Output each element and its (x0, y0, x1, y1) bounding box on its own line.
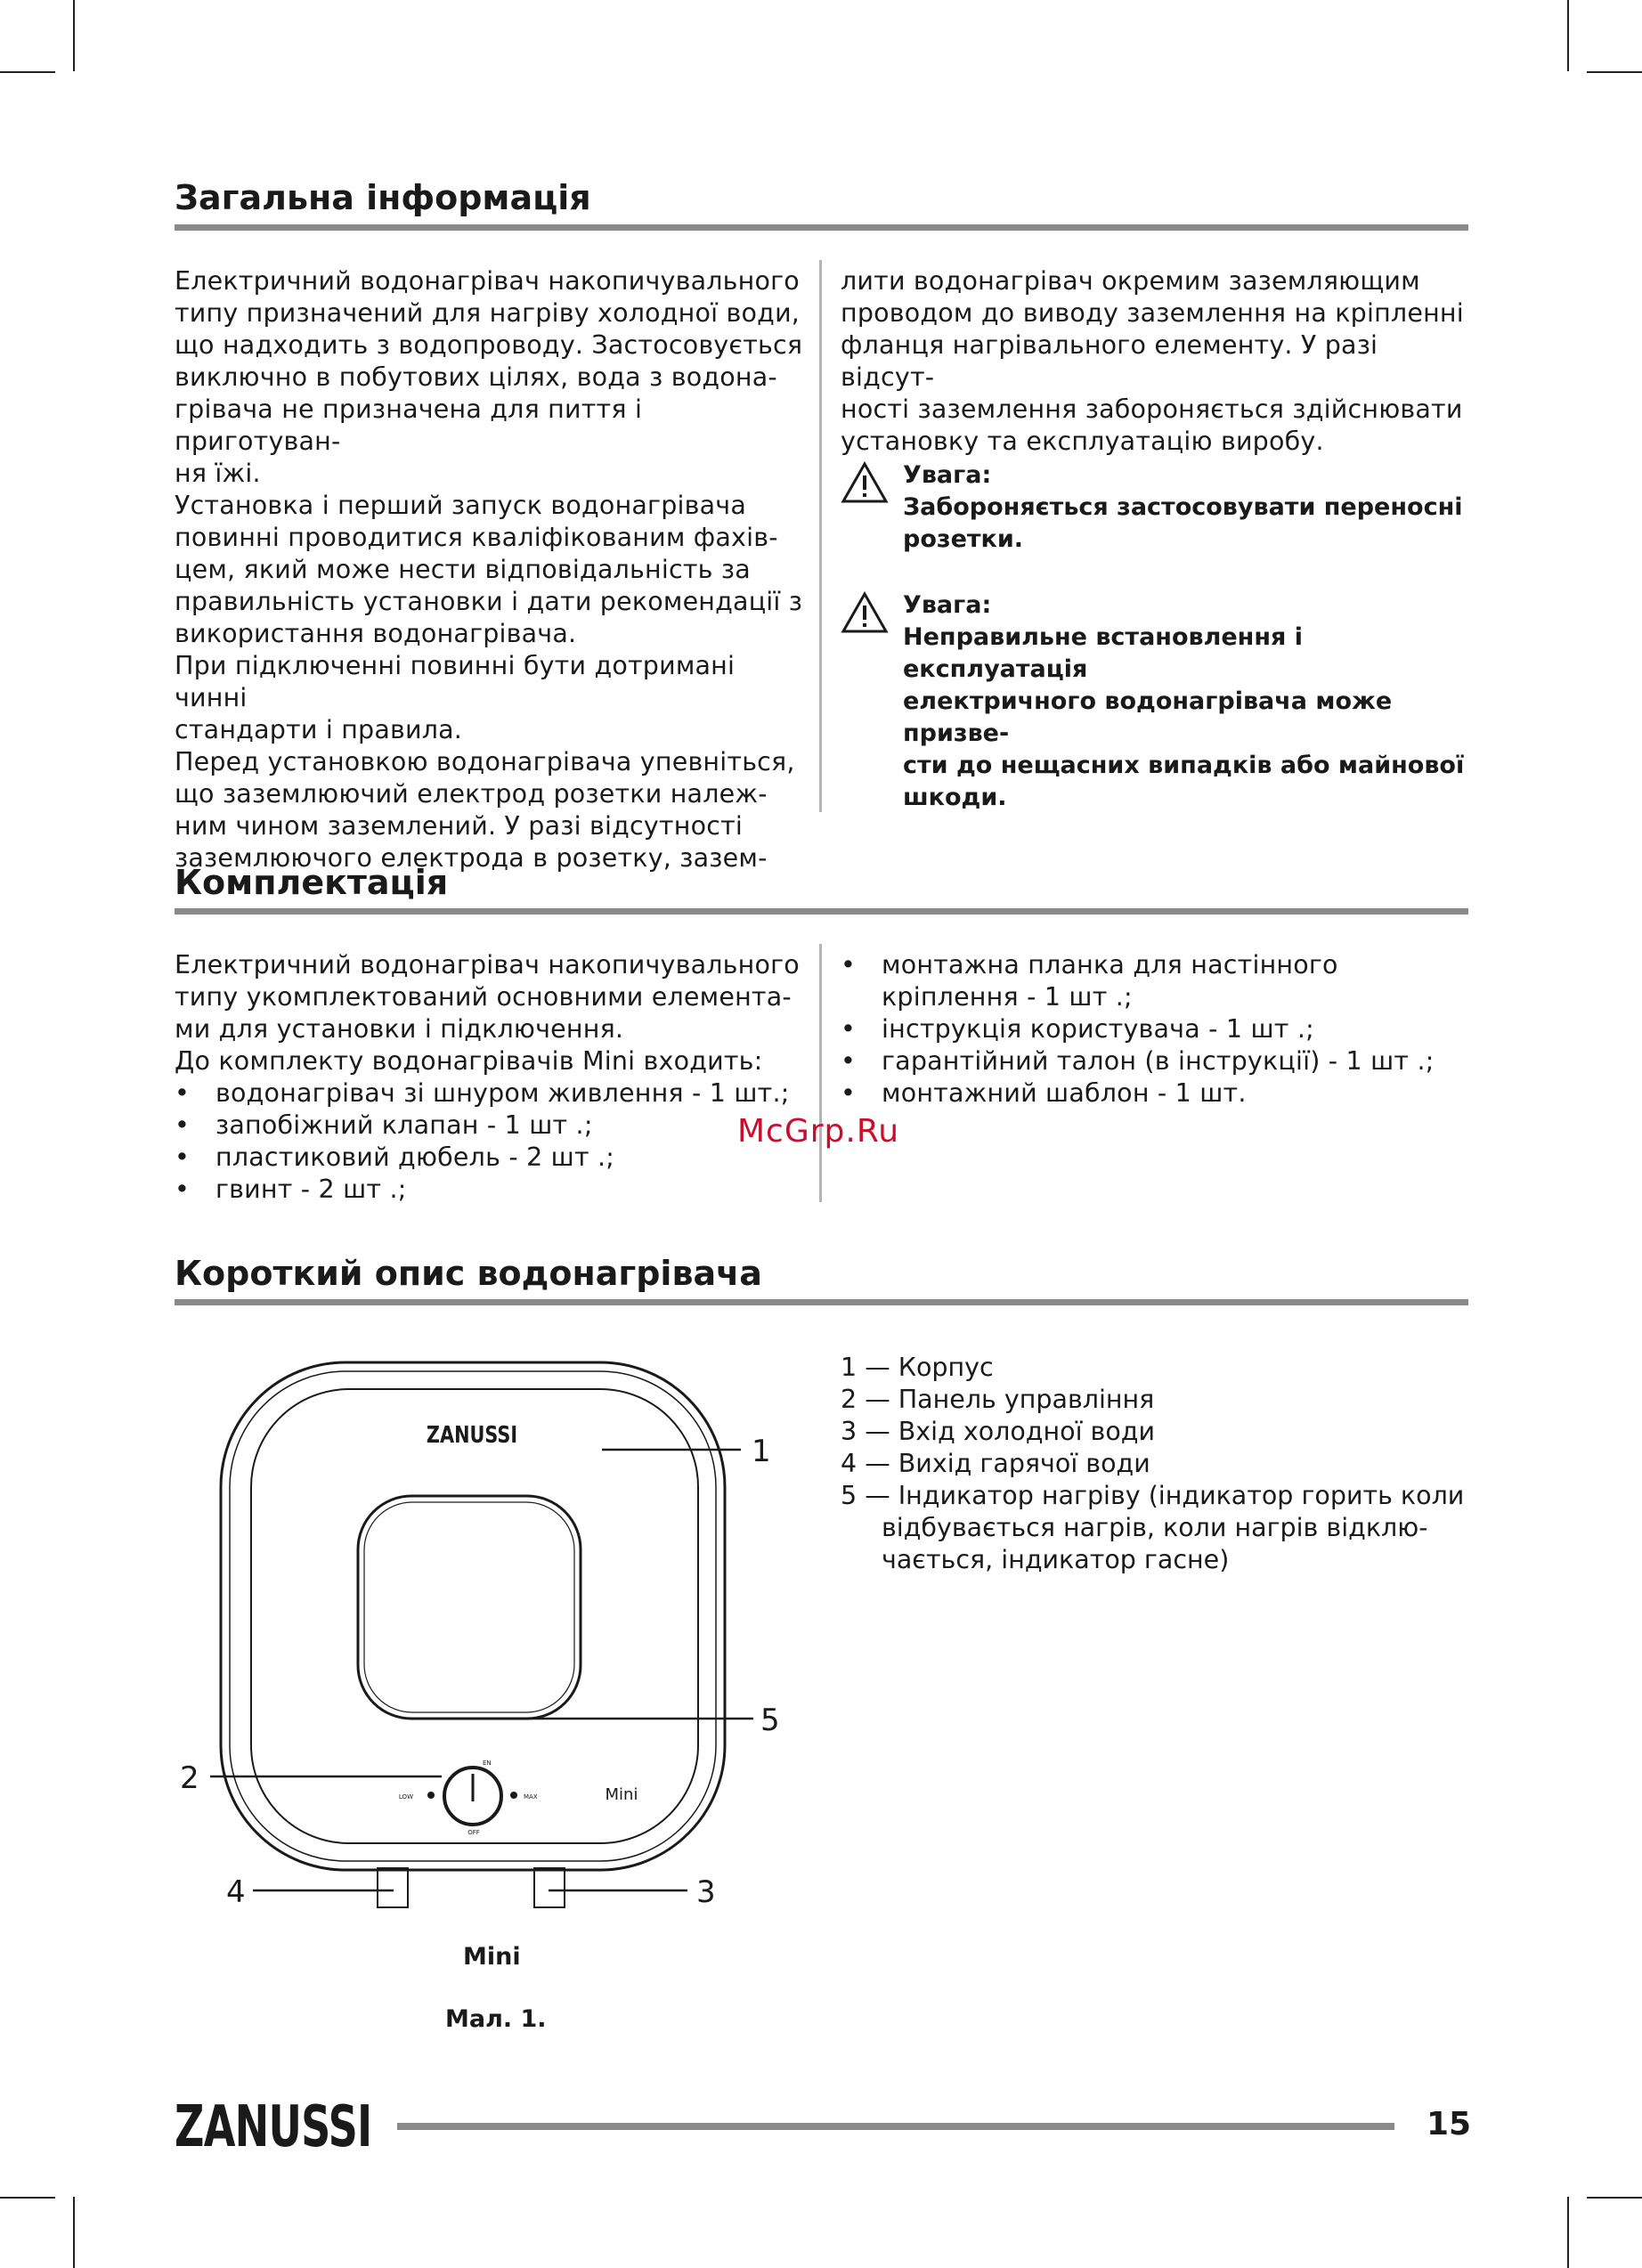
legend-item: 1 — Корпус (841, 1353, 994, 1382)
list-item: • водонагрівач зі шнуром живлення - 1 шт.; (175, 1077, 807, 1110)
section-rule (175, 1299, 1468, 1305)
text-line: Електричний водонагрівач накопичувального (175, 266, 800, 296)
text-line: Установка і перший запуск водонагрівача (175, 491, 747, 520)
text-line: використання водонагрівача. (175, 619, 577, 648)
dial-dot-left (427, 1792, 435, 1799)
warning-triangle-icon (841, 461, 889, 504)
legend-item-cont: чається, індикатор гасне) (882, 1545, 1230, 1574)
text-line: ності заземлення забороняється здійснювати (841, 394, 1463, 424)
text-line: ним чином заземлений. У разі відсутності (175, 811, 743, 841)
crop-mark (0, 71, 55, 73)
list-item: • інструкція користувача - 1 шт .; (841, 1013, 1473, 1045)
text-line: що заземлюючий електрод розетки належ- (175, 779, 768, 809)
callout-3: 3 (696, 1874, 716, 1910)
column-divider (819, 944, 822, 1202)
contents-right-column (841, 949, 1473, 1110)
text-line: При підключенні повинні бути дотримані чинні (175, 651, 736, 712)
list-item: • гвинт - 2 шт .; (175, 1174, 807, 1206)
contents-list-left (175, 1077, 807, 1206)
dial-label-top: EN (483, 1760, 492, 1767)
dial-dot-right (510, 1792, 517, 1799)
text-line: До комплекту водонагрівачів Mini входить: (175, 1046, 763, 1076)
watermark: McGrp.Ru (737, 1113, 900, 1150)
contents-list-right (841, 949, 1473, 1110)
warning-text: електричного водонагрівача може призве- (903, 687, 1393, 747)
callout-1: 1 (752, 1434, 771, 1469)
warning-triangle-icon (841, 591, 889, 634)
list-item: • пластиковий дюбель - 2 шт .; (175, 1142, 807, 1174)
crop-mark (1567, 0, 1569, 71)
callout-2: 2 (180, 1760, 199, 1796)
list-item (841, 949, 1473, 1013)
legend-item: 5 — Індикатор нагріву (індикатор горить коли (841, 1481, 1465, 1510)
text-line: фланця нагрівального елементу. У разі відсут- (841, 330, 1378, 392)
warning-text: Забороняється застосовувати переносні (903, 493, 1463, 521)
text-line: установку та експлуатацію виробу. (841, 427, 1324, 456)
legend-item-cont: відбувається нагрів, коли нагрів відклю- (882, 1513, 1428, 1542)
text-line: стандарти і правила. (175, 715, 463, 744)
list-item-text: монтажна планка для настінного (882, 950, 1338, 980)
contents-left-column (175, 949, 807, 1206)
list-item: • монтажний шаблон - 1 шт. (841, 1077, 1473, 1110)
water-heater-figure (175, 1353, 816, 1923)
warning-label: Увага: (903, 591, 992, 619)
text-line: ми для установки і підключення. (175, 1014, 624, 1044)
figure-caption: Мал. 1. (445, 2005, 547, 2033)
text-line: повинні проводитися кваліфікованим фахів- (175, 523, 778, 552)
text-line: цем, який може нести відповідальність за (175, 555, 751, 584)
callout-4: 4 (226, 1874, 246, 1910)
warning-text: шкоди. (903, 784, 1007, 811)
section-rule (175, 908, 1468, 915)
text-line: правильність установки і дати рекомендації з (175, 587, 803, 616)
text-line: ня їжі. (175, 459, 261, 488)
figure-brand: ZANUSSI (426, 1420, 518, 1449)
legend-item: 3 — Вхід холодної води (841, 1417, 1156, 1446)
figure-model: Mini (605, 1785, 638, 1804)
text-line: Перед установкою водонагрівача упевніться, (175, 747, 795, 776)
text-line: грівача не призначена для пиття і приготуван- (175, 394, 643, 456)
list-item-text-cont: кріплення - 1 шт .; (882, 982, 1133, 1012)
text-line: типу укомплектований основними елемента- (175, 982, 792, 1012)
crop-mark (1587, 71, 1642, 73)
text-line: що надходить з водопроводу. Застосовується (175, 330, 803, 360)
section-rule (175, 224, 1468, 231)
list-item: • запобіжний клапан - 1 шт .; (175, 1110, 807, 1142)
callout-5: 5 (760, 1703, 780, 1738)
footer-rule (397, 2123, 1394, 2130)
column-divider (819, 260, 822, 812)
text-line: типу призначений для нагріву холодної води, (175, 298, 801, 328)
text-line: проводом до виводу заземлення на кріпленні (841, 298, 1464, 328)
dial-label-bottom: OFF (467, 1829, 480, 1836)
text-line: заземлюючого електрода в розетку, зазем- (175, 843, 768, 873)
crop-mark (1587, 2197, 1642, 2199)
warning-label: Увага: (903, 461, 992, 489)
figure-model-caption: Mini (463, 1943, 521, 1971)
text-line: Електричний водонагрівач накопичувального (175, 950, 800, 980)
warning-text: Неправильне встановлення і експлуатація (903, 623, 1303, 683)
footer-logo: ZANUSSI (175, 2094, 372, 2160)
text-line: лити водонагрівач окремим заземляющим (841, 266, 1420, 296)
section-title-description: Короткий опис водонагрівача (175, 1254, 762, 1293)
warning-text: розетки. (903, 525, 1024, 553)
list-item: • гарантійний талон (в інструкції) - 1 шт .; (841, 1045, 1473, 1077)
general-right-column (841, 265, 1473, 458)
text-line: виключно в побутових цілях, вода з водона- (175, 362, 777, 392)
dial-label-left: LOW (398, 1793, 413, 1801)
section-title-general: Загальна інформація (175, 178, 591, 217)
legend-item: 2 — Панель управління (841, 1385, 1155, 1414)
crop-mark (73, 2197, 75, 2268)
figure-legend (841, 1352, 1464, 1576)
warning-text: сти до нещасних випадків або майнової (903, 752, 1465, 779)
crop-mark (1567, 2197, 1569, 2268)
crop-mark (73, 0, 75, 71)
crop-mark (0, 2197, 55, 2199)
legend-item: 4 — Вихід гарячої води (841, 1449, 1150, 1478)
dial-label-right: MAX (524, 1793, 538, 1801)
page-number: 15 (1427, 2106, 1472, 2142)
general-left-column (175, 265, 807, 874)
section-title-contents: Комплектація (175, 863, 449, 902)
